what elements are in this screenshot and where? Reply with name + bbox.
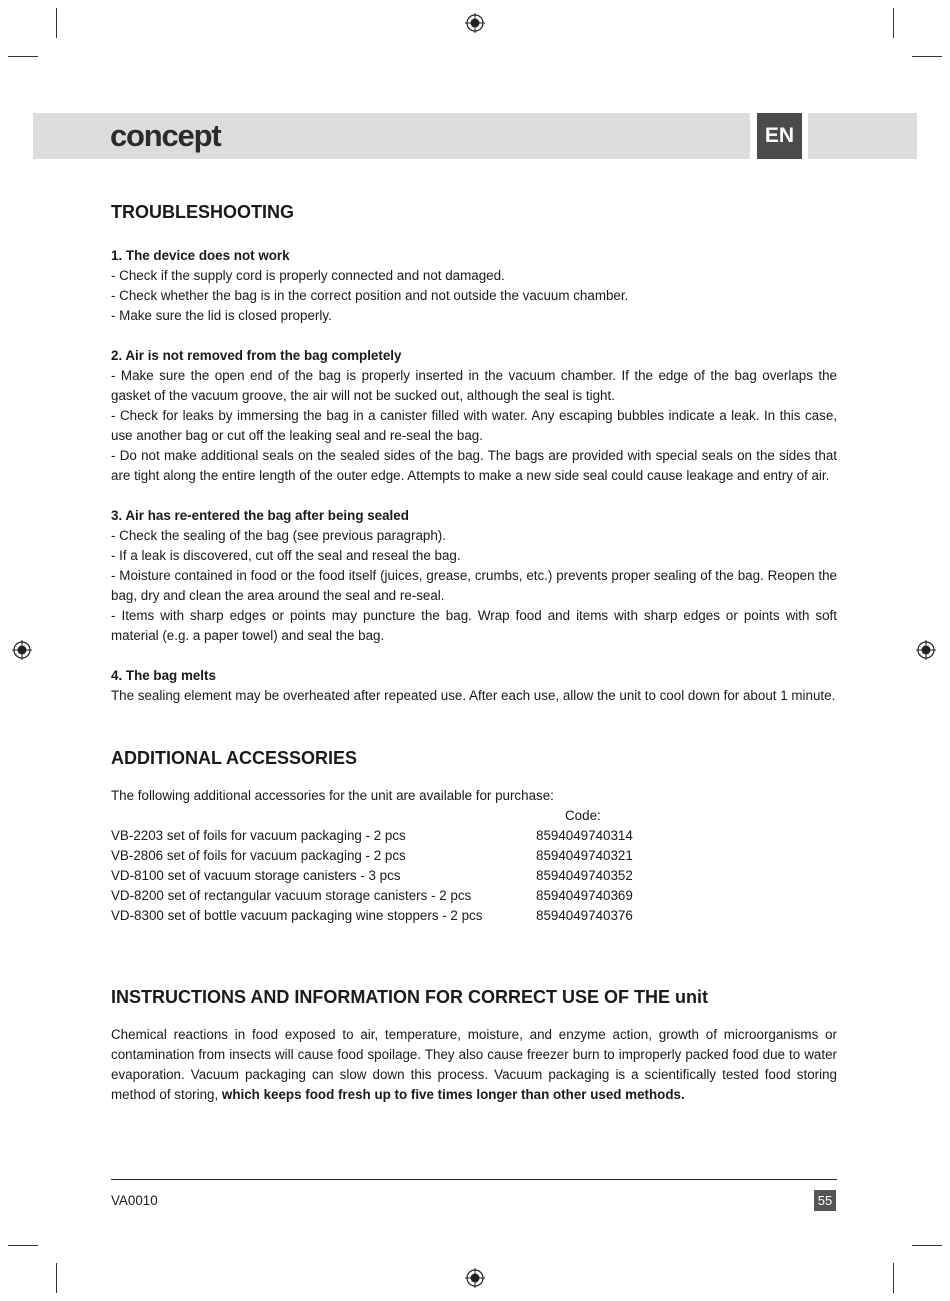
crop-mark [56, 1263, 57, 1293]
crop-mark [56, 8, 57, 38]
trouble-item: - If a leak is discovered, cut off the seal and reseal the bag. [111, 548, 461, 563]
trouble-section-1 [111, 246, 837, 326]
trouble-item: - Items with sharp edges or points may puncture the bag. Wrap food and items with sharp edges or points with soft material (e.g. a paper towel) and seal the bag. [111, 608, 837, 643]
accessory-code: 8594049740321 [536, 848, 633, 863]
brand-logo: concept [110, 118, 221, 153]
accessory-row [111, 906, 837, 926]
instructions-body [111, 1025, 837, 1105]
header-band-right [808, 113, 917, 159]
accessory-name: VB-2806 set of foils for vacuum packaging - 2 pcs [111, 848, 406, 863]
accessories-intro: The following additional accessories for the unit are available for purchase: [111, 788, 554, 803]
accessory-code: 8594049740369 [536, 888, 633, 903]
trouble-item: - Make sure the open end of the bag is properly inserted in the vacuum chamber. If the edge of the bag overlaps the gasket of the vacuum groove, the air will not be sucked out, although the seal is tight. [111, 368, 837, 403]
accessory-row [111, 886, 837, 906]
accessory-code: 8594049740314 [536, 828, 633, 843]
footer-divider [111, 1179, 837, 1180]
accessory-name: VD-8100 set of vacuum storage canisters - 3 pcs [111, 868, 401, 883]
troubleshooting-title: TROUBLESHOOTING [111, 202, 294, 222]
registration-mark-icon [465, 13, 485, 33]
trouble-item: The sealing element may be overheated after repeated use. After each use, allow the unit to cool down for about 1 minute. [111, 688, 836, 703]
trouble-section-2 [111, 346, 837, 486]
crop-mark [8, 1245, 38, 1246]
accessories-title: ADDITIONAL ACCESSORIES [111, 748, 358, 768]
registration-mark-icon [12, 640, 32, 660]
accessories-code-label: Code: [565, 808, 601, 823]
accessory-row [111, 846, 837, 866]
trouble-item: - Check if the supply cord is properly connected and not damaged. [111, 268, 505, 283]
accessory-code: 8594049740376 [536, 908, 633, 923]
trouble-heading: 3. Air has re-entered the bag after being sealed [111, 508, 409, 523]
page-content [111, 198, 837, 1105]
registration-mark-icon [916, 640, 936, 660]
accessory-name: VD-8200 set of rectangular vacuum storage canisters - 2 pcs [111, 888, 472, 903]
trouble-item: - Moisture contained in food or the food itself (juices, grease, crumbs, etc.) prevents proper sealing of the bag. Reopen the bag, dry and clean the area around the seal and re-seal. [111, 568, 837, 603]
accessory-row [111, 866, 837, 886]
crop-mark [893, 1263, 894, 1293]
instructions-body-text: Chemical reactions in food exposed to air, temperature, moisture, and enzyme action, growth of microorganisms or contamination from insects will cause food spoilage. They also cause freezer burn to improperly packed food due to water evaporation. Vacuum packaging can slow down this process. Vacuum packaging is a scientifically tested food storing method of storing, [111, 1027, 837, 1102]
trouble-item: - Check for leaks by immersing the bag in a canister filled with water. Any escaping bubbles indicate a leak. In this case, use another bag or cut off the leaking seal and re-seal the bag. [111, 408, 837, 443]
trouble-heading: 4. The bag melts [111, 668, 216, 683]
accessory-code: 8594049740352 [536, 868, 633, 883]
trouble-item: - Check whether the bag is in the correct position and not outside the vacuum chamber. [111, 288, 629, 303]
footer-model-number: VA0010 [111, 1193, 158, 1208]
accessory-name: VD-8300 set of bottle vacuum packaging wine stoppers - 2 pcs [111, 908, 483, 923]
crop-mark [912, 1245, 942, 1246]
instructions-body-emphasis: which keeps food fresh up to five times longer than other used methods. [221, 1087, 685, 1102]
accessory-name: VB-2203 set of foils for vacuum packaging - 2 pcs [111, 828, 406, 843]
crop-mark [912, 56, 942, 57]
trouble-heading: 2. Air is not removed from the bag completely [111, 348, 402, 363]
trouble-section-3 [111, 506, 837, 646]
trouble-item: - Check the sealing of the bag (see previous paragraph). [111, 528, 446, 543]
trouble-section-4 [111, 666, 837, 706]
trouble-heading: 1. The device does not work [111, 248, 290, 263]
trouble-item: - Make sure the lid is closed properly. [111, 308, 332, 323]
accessories-list [111, 826, 837, 926]
trouble-item: - Do not make additional seals on the sealed sides of the bag. The bags are provided with special seals on the sides that are tight along the entire length of the outer edge. Attempts to make a new side seal could cause leakage and entry of air. [111, 448, 837, 483]
crop-mark [893, 8, 894, 38]
registration-mark-icon [465, 1268, 485, 1288]
accessory-row [111, 826, 837, 846]
page-number: 55 [814, 1190, 836, 1211]
crop-mark [8, 56, 38, 57]
language-badge: EN [757, 113, 802, 159]
instructions-title: INSTRUCTIONS AND INFORMATION FOR CORRECT USE OF THE unit [111, 987, 708, 1007]
